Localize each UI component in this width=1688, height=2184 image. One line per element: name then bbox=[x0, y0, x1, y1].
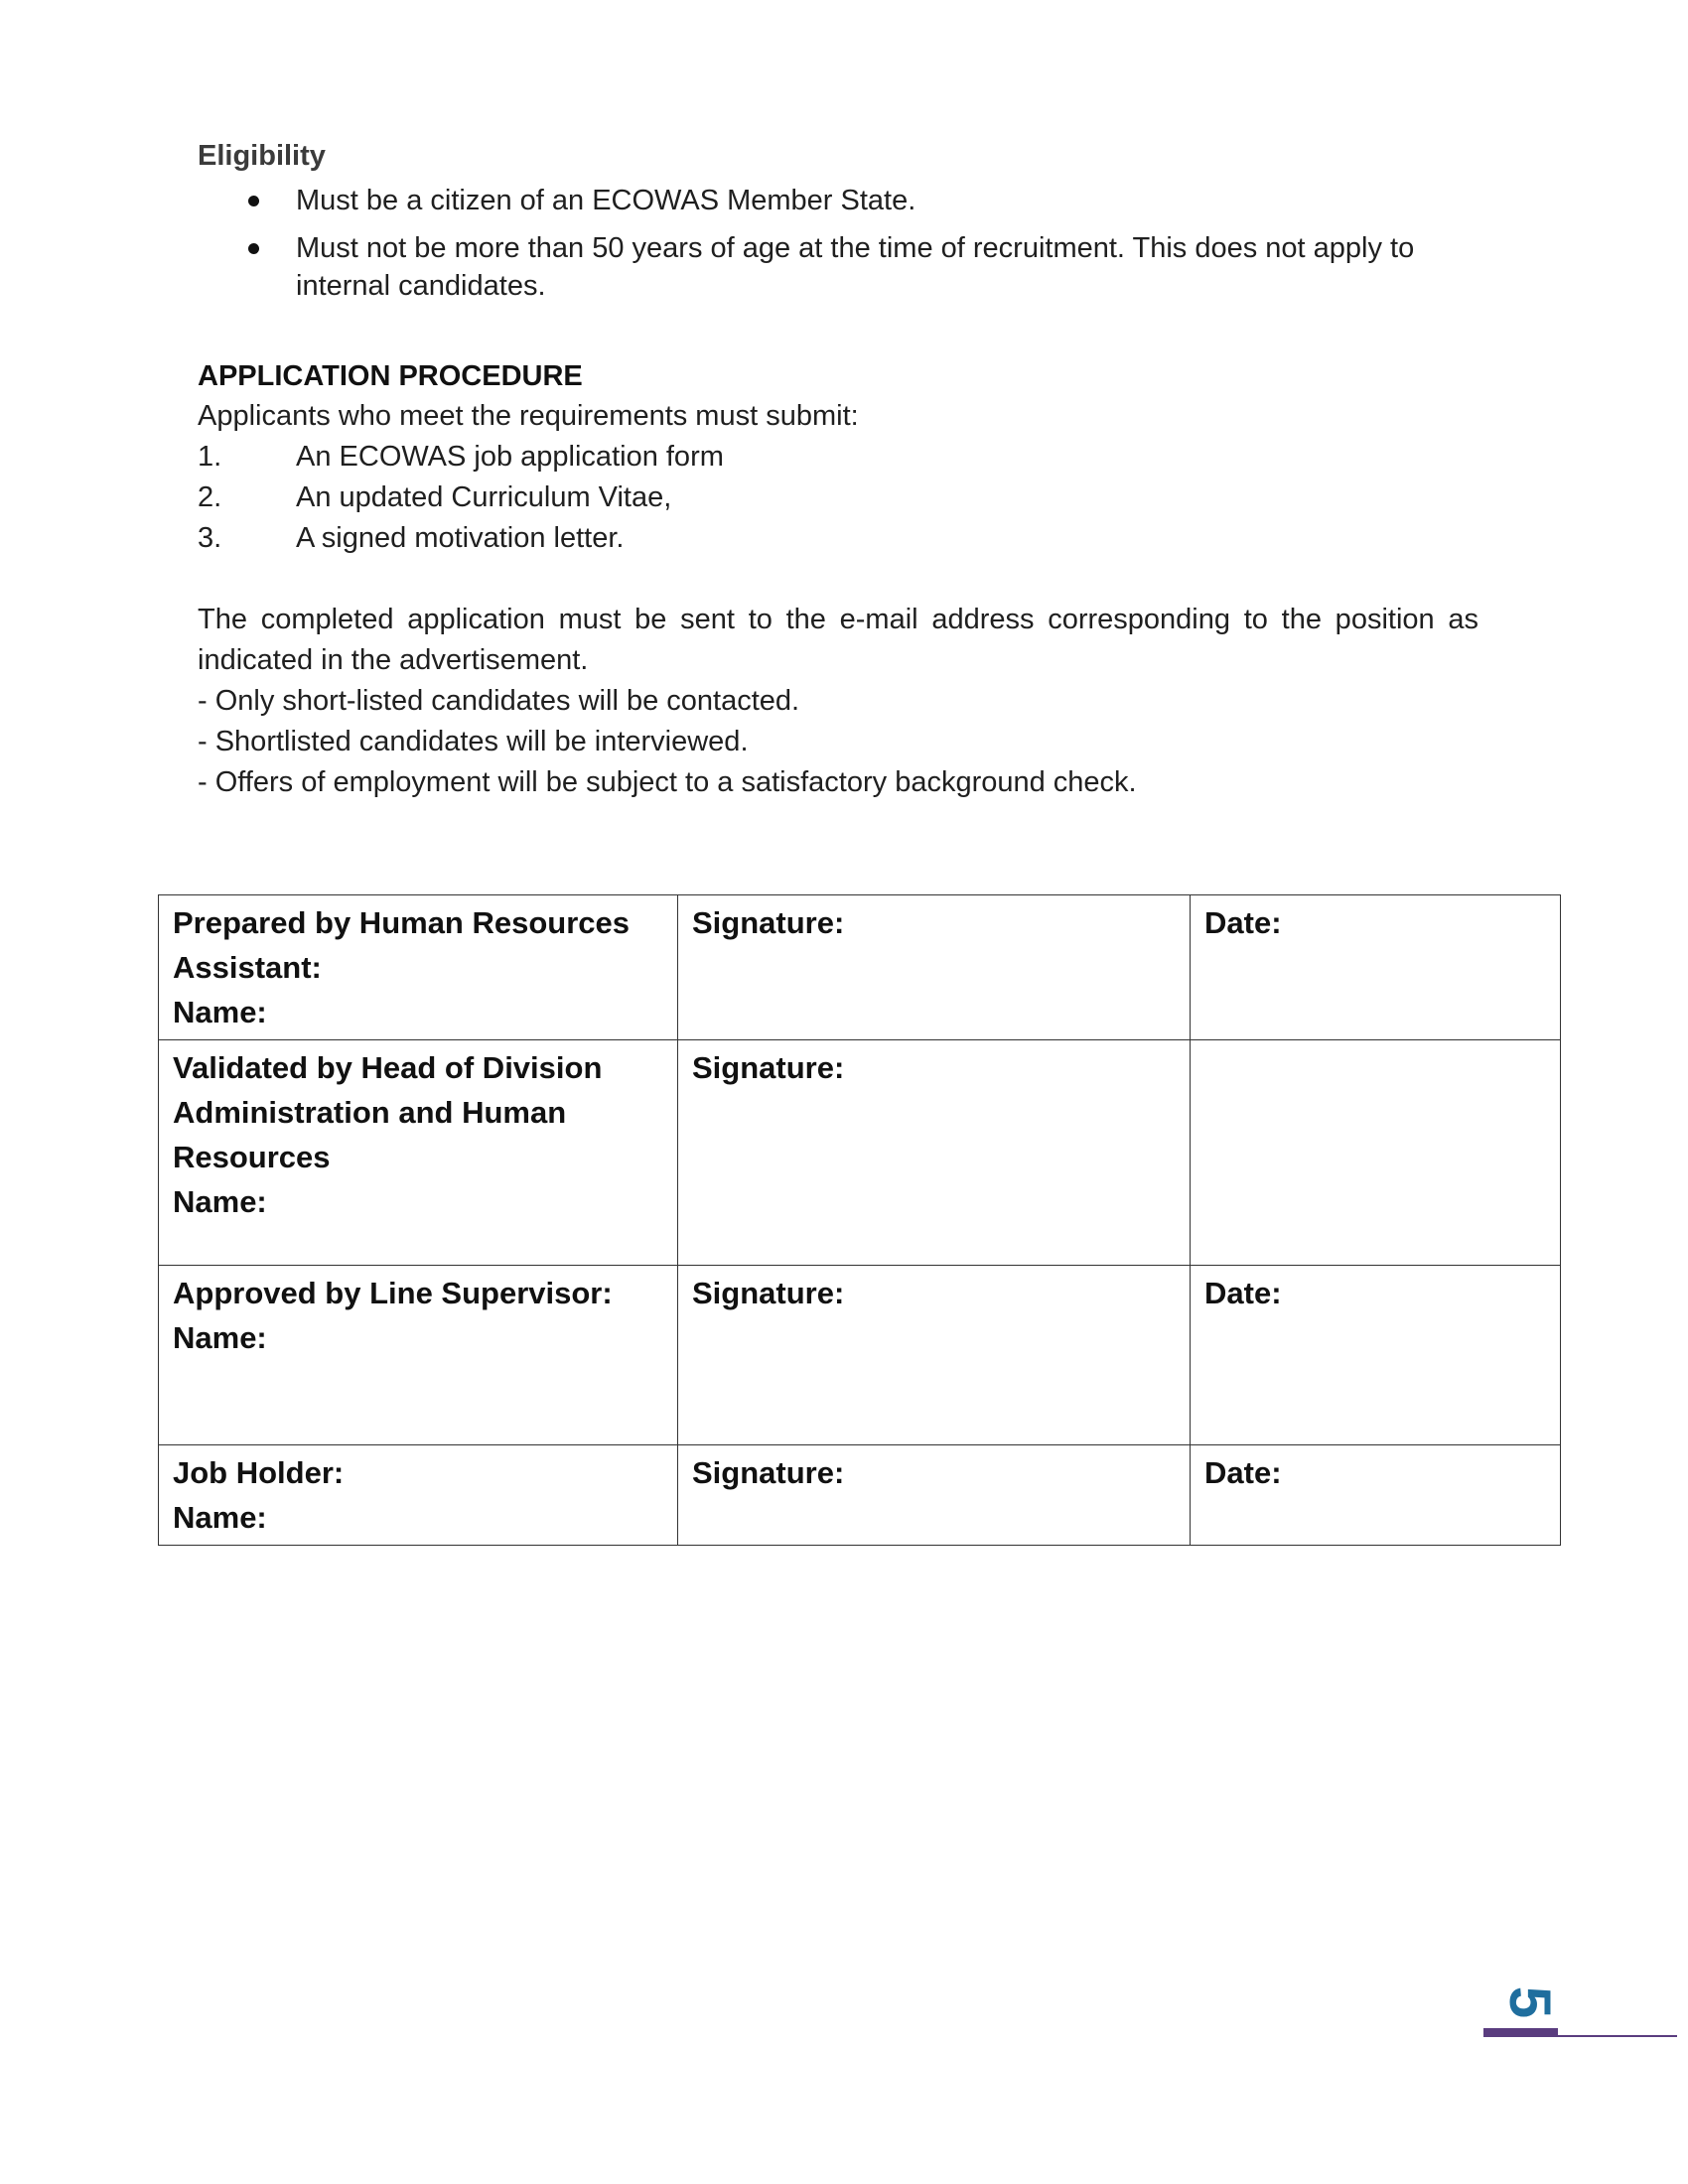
role-line: Approved by Line Supervisor: bbox=[173, 1276, 613, 1310]
eligibility-item-text: Must be a citizen of an ECOWAS Member State. bbox=[296, 185, 916, 216]
role-cell bbox=[159, 1445, 678, 1546]
date-cell bbox=[1191, 1040, 1561, 1266]
document-body bbox=[198, 136, 1478, 803]
note-line: - Offers of employment will be subject to a satisfactory background check. bbox=[198, 766, 1137, 798]
role-line: Job Holder: bbox=[173, 1455, 345, 1490]
role-line: Prepared by Human Resources bbox=[173, 905, 631, 940]
eligibility-item-text: Must not be more than 50 years of age at the time of recruitment. This does not apply to internal candidates. bbox=[296, 232, 1415, 302]
step-number: 2. bbox=[198, 481, 222, 513]
name-label: Name: bbox=[173, 1500, 267, 1535]
step-text: An updated Curriculum Vitae, bbox=[296, 481, 672, 513]
application-procedure-heading: APPLICATION PROCEDURE bbox=[198, 360, 583, 392]
bullet-icon bbox=[248, 196, 259, 206]
footer-rule bbox=[1558, 2035, 1677, 2037]
name-label: Name: bbox=[173, 1320, 267, 1355]
date-cell: Date: bbox=[1191, 895, 1561, 1040]
note-line: - Only short-listed candidates will be contacted. bbox=[198, 685, 800, 717]
signature-cell: Signature: bbox=[678, 1040, 1191, 1266]
eligibility-list bbox=[198, 182, 1478, 305]
eligibility-item bbox=[198, 182, 1478, 219]
role-cell bbox=[159, 1266, 678, 1445]
application-steps bbox=[198, 437, 1478, 559]
step-text: A signed motivation letter. bbox=[296, 522, 625, 554]
signoff-row bbox=[159, 1266, 1561, 1445]
signoff-table bbox=[158, 894, 1561, 1546]
application-step bbox=[198, 478, 1478, 518]
note-line: - Shortlisted candidates will be interviewed. bbox=[198, 726, 749, 757]
application-step bbox=[198, 437, 1478, 478]
signature-cell: Signature: bbox=[678, 895, 1191, 1040]
role-line: Validated by Head of Division bbox=[173, 1050, 603, 1085]
step-text: An ECOWAS job application form bbox=[296, 441, 724, 473]
date-cell: Date: bbox=[1191, 1266, 1561, 1445]
eligibility-item bbox=[198, 229, 1478, 305]
name-label: Name: bbox=[173, 1184, 267, 1219]
submission-paragraph: The completed application must be sent to the e-mail address corresponding to the position as indicated in the advertisement. bbox=[198, 604, 1478, 676]
signature-cell: Signature: bbox=[678, 1266, 1191, 1445]
signoff-row bbox=[159, 1445, 1561, 1546]
role-line: Assistant: bbox=[173, 950, 322, 985]
date-cell: Date: bbox=[1191, 1445, 1561, 1546]
application-intro: Applicants who meet the requirements must submit: bbox=[198, 400, 859, 432]
role-line: Resources bbox=[173, 1140, 331, 1174]
bullet-icon bbox=[248, 243, 259, 254]
eligibility-heading: Eligibility bbox=[198, 140, 326, 172]
footer-accent-bar bbox=[1483, 2028, 1558, 2037]
step-number: 3. bbox=[198, 522, 222, 554]
signoff-row bbox=[159, 1040, 1561, 1266]
page-number: 5 bbox=[1497, 1985, 1562, 2019]
role-cell bbox=[159, 895, 678, 1040]
signoff-row bbox=[159, 895, 1561, 1040]
name-label: Name: bbox=[173, 995, 267, 1029]
signature-cell: Signature: bbox=[678, 1445, 1191, 1546]
role-cell bbox=[159, 1040, 678, 1266]
application-step bbox=[198, 518, 1478, 559]
role-line: Administration and Human bbox=[173, 1095, 567, 1130]
step-number: 1. bbox=[198, 441, 222, 473]
